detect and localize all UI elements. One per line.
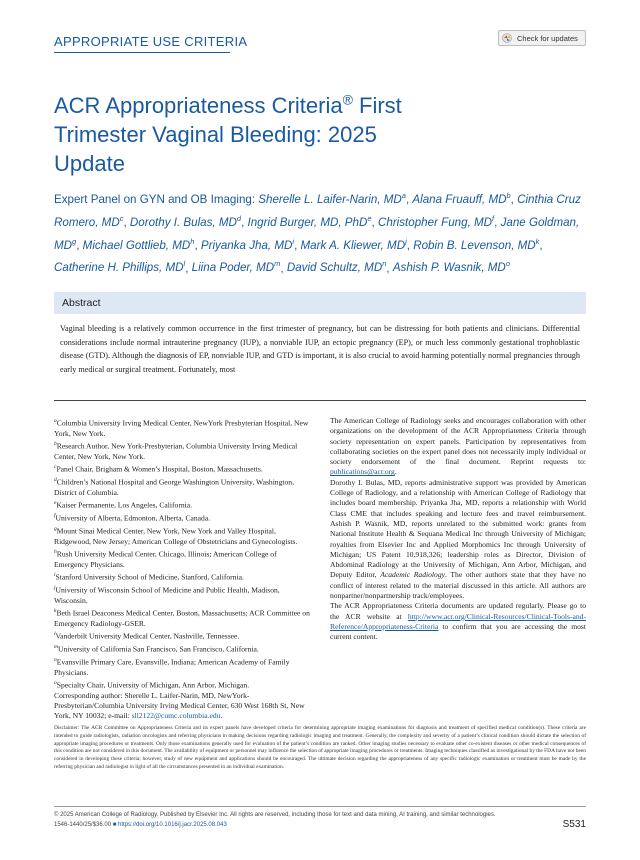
- affiliation-item: [54, 511, 310, 524]
- author: [413, 236, 540, 252]
- collaboration-note: [330, 416, 586, 478]
- author: [412, 193, 510, 206]
- note-text: Dorothy I. Bulas, MD, reports administrative support was provided by American College of Radiology, and a relationship with American College of Radiology that includes board membership. Priyanka Jha, MD, reports a relationship with World Class CME that includes speaking and lecture fees and travel reimbursement. Ashish P. Wasnik, MD, reports unrelated to the submitted work: grants from National Institute Health & Sequana Medical Inc through University of Michigan; royalties from Elsevier Inc and Applied Morphomics Inc through University of Michigan; US Patent 10,918,326; leadership roles as Director, Division of Abdominal Radiology at the University of Michigan, Ann Arbor, Michigan, and Deputy Editor,: [330, 477, 586, 580]
- affiliation-text: Panel Chair, Brigham & Women’s Hospital, Boston, Massachusetts.: [56, 464, 263, 474]
- affiliation-mark: c: [54, 464, 57, 471]
- affiliation-text: Evansville Primary Care, Evansville, Indiana; American Academy of Family Physicians.: [54, 657, 290, 677]
- affiliation-mark: l: [54, 631, 56, 638]
- affiliation-text: Vanderbilt University Medical Center, Nashville, Tennessee.: [55, 631, 240, 641]
- author: [247, 213, 372, 229]
- section-rule: [54, 52, 230, 53]
- corresponding-author: [54, 691, 310, 722]
- affiliation-mark: a: [54, 418, 57, 424]
- check-for-updates-label: Check for updates: [517, 33, 578, 43]
- affiliation-mark: b: [54, 441, 57, 448]
- author-list: Expert Panel on GYN and OB Imaging: Sherelle L. Laifer-Narin, $MD^a$, Alana Fruauff, $MD^b$, Cinthia Cruz Romero, $MD^c$, Dorothy I. Bulas, $MD^d$, Ingrid Burger, MD, PhD$^e$, Christopher Fung, $MD^f$, Jane Goldman, $MD^g$, Michael Gottlieb, $MD^h$, Priyanka Jha, $MD^i$, Mark A. Kliewer, $MD^j$, Robin B. Levenson, $MD^k$, Catherine H. Phillips, $MD^l$, Liina Poder, $MD^m$, David Schultz, $MD^n$, Ashish P. Wasnik, $MD^o$: [54, 191, 581, 275]
- title-line3: Update: [54, 151, 125, 177]
- author-name: Liina Poder, MD: [191, 261, 275, 275]
- affiliation-mark: e: [54, 500, 57, 507]
- author-affiliation-mark: d: [236, 213, 242, 223]
- check-for-updates-button[interactable]: [498, 30, 586, 46]
- author-affiliation-mark: m: [274, 259, 281, 269]
- affiliation-text: Rush University Medical Center, Chicago, Illinois; American College of Emergency Physicians.: [54, 549, 277, 569]
- affiliation-text: University of Wisconsin School of Medicine and Public Health, Madison, Wisconsin.: [54, 585, 280, 605]
- affiliation-item: [54, 498, 310, 511]
- abstract-heading: Abstract: [54, 292, 586, 314]
- author-affiliation-mark: e: [367, 213, 372, 223]
- affiliation-text: University of Alberta, Edmonton, Alberta, Canada.: [55, 513, 211, 523]
- footer-divider: [54, 806, 586, 807]
- author-affiliation-mark: j: [405, 236, 407, 246]
- affiliation-item: [54, 655, 310, 678]
- affiliations: [54, 416, 310, 722]
- affiliation-item: [54, 570, 310, 583]
- affiliation-text: Specialty Chair, University of Michigan, Ann Arbor, Michigan.: [56, 680, 250, 690]
- author-affiliation-mark: h: [190, 236, 195, 246]
- affiliation-mark: j: [54, 584, 56, 591]
- article-notes: [330, 416, 586, 643]
- footer-issn: [54, 822, 354, 828]
- author-name: Cinthia Cruz Romero, MD: [54, 192, 581, 229]
- author: [200, 236, 295, 252]
- affiliation-item: [54, 642, 310, 655]
- doi-link[interactable]: https://doi.org/10.1016/j.jacr.2025.08.043: [118, 822, 227, 828]
- affiliation-item: [54, 606, 310, 629]
- affiliation-text: Kaiser Permanente, Los Angeles, California.: [56, 500, 193, 510]
- author-name: Sherelle L. Laifer-Narin, MD: [258, 192, 402, 206]
- title-part: First: [352, 93, 402, 119]
- section-label: APPROPRIATE USE CRITERIA: [54, 34, 248, 49]
- author-name: Mark A. Kliewer, MD: [300, 238, 406, 252]
- author-affiliation-mark: b: [506, 191, 511, 200]
- author-name: Catherine H. Phillips, MD: [54, 261, 184, 275]
- affiliation-item: [54, 524, 310, 547]
- author-name: David Schultz, MD: [286, 261, 383, 275]
- affiliation-text: Mount Sinai Medical Center, New York, New York and Valley Hospital, Ridgewood, New Jersey; American College of Obstetricians and Gynecologists.: [54, 526, 298, 546]
- author-name: Michael Gottlieb, MD: [82, 238, 191, 252]
- affiliation-item: [54, 547, 310, 570]
- author-name: Robin B. Levenson, MD: [413, 238, 536, 252]
- affiliation-mark: k: [54, 608, 57, 615]
- corresponding-end: .: [220, 711, 223, 721]
- article-title: [54, 86, 574, 178]
- affiliation-text: Stanford University School of Medicine, Stanford, California.: [55, 572, 244, 582]
- author-name: Ashish P. Wasnik, MD: [392, 261, 506, 275]
- corresponding-email-link[interactable]: sll2122@cumc.columbia.edu: [131, 711, 221, 721]
- note-text: . The other authors state that they have no conflict of interest related to the material discussed in this article. All authors are nonpartner/nonpartnership track/employees.: [330, 570, 586, 601]
- affiliation-item: [54, 629, 310, 642]
- affiliation-mark: n: [54, 656, 57, 663]
- disclaimer: Disclaimer: The ACR Committee on Appropriateness Criteria and its expert panels have developed criteria for determining appropriate imaging examinations for diagnosis and treatment of specified medical condition(s). These criteria are intended to guide radiologists, radiation oncologists and referring physicians in making decisions regarding radiologic imaging and treatment. Generally, the complexity and severity of a patient’s clinical condition should dictate the selection of appropriate imaging procedures or treatments. Only those examinations generally used for evaluation of the patient’s condition are ranked. Other imaging studies necessary to evaluate other co-existent diseases or other medical consequences of this condition are not considered in this document. The availability of equipment or personnel may influence the selection of appropriate imaging procedures or treatments. Imaging techniques classified as investigational by the FDA have not been considered in developing these criteria; however, study of new equipment and applications should be encouraged. The ultimate decision regarding the appropriateness of any specific radiologic examination or treatment must be made by the referring physician and radiologist in light of all the circumstances presented in an individual examination.: [54, 725, 586, 770]
- note-text: The ACR Appropriateness Criteria documents are updated regularly. Please go to the ACR website at: [330, 601, 586, 621]
- author-affiliation-mark: l: [183, 259, 186, 269]
- affiliation-mark: g: [54, 525, 57, 532]
- affiliation-item: [54, 678, 310, 691]
- author-affiliation-mark: g: [72, 236, 77, 246]
- affiliation-item: [54, 475, 310, 498]
- disclosure-note: [330, 478, 586, 602]
- author: [129, 213, 242, 229]
- author-name: Dorothy I. Bulas, MD: [129, 215, 237, 229]
- acr-website-link[interactable]: http://www.acr.org/Clinical-Resources/Clinical-Tools-and-Reference/Appropriateness-Criteria: [330, 611, 586, 631]
- author-affiliation-mark: k: [535, 236, 540, 246]
- note-text: .: [394, 467, 397, 477]
- author-affiliation-mark: f: [492, 213, 495, 223]
- doi-bullet: ■: [112, 822, 117, 828]
- crossmark-icon: [502, 33, 512, 43]
- affiliation-item: [54, 416, 310, 439]
- issn: 1546-1440/25/$36.00: [54, 822, 112, 828]
- author: [258, 193, 406, 206]
- author: [378, 213, 495, 229]
- affiliation-text: Beth Israel Deaconess Medical Center, Boston, Massachusetts; ACR Committee on Emergency Radiology-GSER.: [54, 608, 310, 628]
- journal-name: Academic Radiology: [380, 570, 446, 580]
- affiliation-mark: o: [54, 679, 57, 686]
- author-affiliation-mark: a: [401, 191, 406, 200]
- corresponding-text: Corresponding author: Sherelle L. Laifer-Narin, MD, NewYork-Presbyterian/Columbia University Irving Medical Center, 630 West 168th St, New York, NY 10032; e-mail:: [54, 690, 305, 721]
- update-note: [330, 601, 586, 642]
- abstract-divider: [54, 400, 586, 401]
- affiliation-text: Children’s National Hospital and George Washington University, Washington, District of Columbia.: [54, 477, 294, 497]
- abstract-text: Vaginal bleeding is a relatively common occurrence in the first trimester of pregnancy, but can be distressing for both patients and clinicians. Differential considerations include normal intrauterine pregnancy (IUP), a nonviable IUP, an ectopic pregnancy (EP), or much less commonly gestational trophoblastic disease (GTD). Although the diagnosis of EP, nonviable IUP, and GTD is important, it is also crucial to avoid harming potentially normal pregnancies through early medical or surgical treatment. Fortunately, most: [60, 324, 580, 374]
- author-name: Christopher Fung, MD: [378, 215, 493, 229]
- author-name: Alana Fruauff, MD: [412, 192, 507, 206]
- affiliation-item: [54, 439, 310, 462]
- author-affiliation-mark: o: [505, 259, 510, 269]
- affiliation-text: Columbia University Irving Medical Center, NewYork Presbyterian Hospital, New York, New York.: [54, 418, 309, 438]
- author: [82, 236, 195, 252]
- page-number: S531: [562, 819, 586, 830]
- author: [287, 261, 387, 274]
- author-name: Jane Goldman, MD: [54, 215, 580, 252]
- title-part: ACR Appropriateness Criteria: [54, 93, 343, 119]
- author: [393, 261, 510, 274]
- affiliation-mark: h: [54, 548, 57, 555]
- registered-mark: ®: [342, 92, 353, 108]
- author-affiliation-mark: c: [119, 213, 124, 223]
- affiliation-mark: i: [54, 572, 56, 579]
- note-text: The American College of Radiology seeks and encourages collaboration with other organizations on the development of the ACR Appropriateness Criteria through society representation on expert panels. Participation by representatives from collaborating societies on the expert panel does not necessarily imply individual or society endorsement of the final document. Reprint requests to:: [330, 416, 586, 467]
- affiliation-mark: d: [54, 477, 57, 484]
- affiliation-mark: m: [54, 644, 58, 651]
- affiliation-mark: f: [54, 513, 56, 520]
- author-list-prefix: Expert Panel on GYN and OB Imaging:: [54, 192, 259, 206]
- author-name: Priyanka Jha, MD: [200, 238, 293, 252]
- note-text: to confirm that you are accessing the most current content.: [330, 621, 586, 642]
- reprint-email-link[interactable]: publications@acr.org: [330, 467, 395, 477]
- affiliation-text: Research Author, New York-Presbyterian, Columbia University Irving Medical Center, New York, New York.: [54, 441, 298, 461]
- footer-copyright: © 2025 American College of Radiology. Published by Elsevier Inc. All rights are reserved, including those for text and data mining, AI training, and similar technologies.: [54, 812, 496, 818]
- title-line1: [54, 93, 402, 118]
- author-name: Ingrid Burger, MD, PhD: [247, 215, 368, 229]
- author: [54, 261, 185, 274]
- author: [192, 261, 281, 274]
- title-line2: Trimester Vaginal Bleeding: 2025: [54, 122, 377, 148]
- author-affiliation-mark: n: [382, 259, 387, 269]
- author: [300, 236, 407, 252]
- affiliation-item: [54, 462, 310, 475]
- affiliation-text: University of California San Francisco, San Francisco, California.: [57, 644, 259, 654]
- author-affiliation-mark: i: [292, 236, 295, 246]
- affiliation-item: [54, 583, 310, 606]
